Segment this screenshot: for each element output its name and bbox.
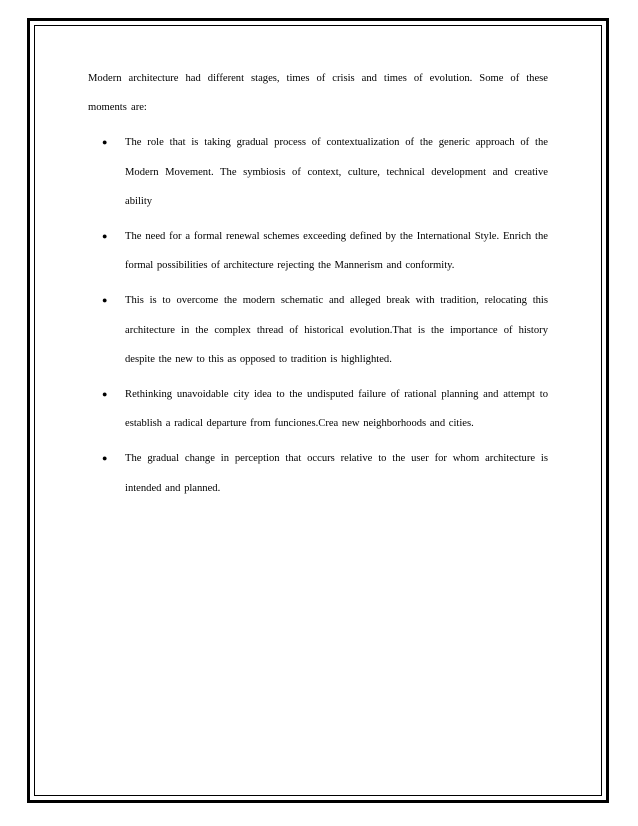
bullet-item [88, 444, 548, 502]
bullet-icon: ● [102, 137, 108, 148]
bullet-item [88, 222, 548, 280]
document-body [88, 64, 548, 509]
intro-paragraph: Modern architecture had different stages, times of crisis and times of evolution. Some of these moments are: [88, 73, 548, 114]
bullet-text: This is to overcome the modern schematic and alleged break with tradition, relocating this architecture in the complex thread of historical evolution.That is the importance of history despite the new to this as opposed to tradition is highlighted. [125, 295, 548, 365]
bullet-list [88, 128, 548, 502]
bullet-text: The need for a formal renewal schemes exceeding defined by the International Style. Enrich the formal possibilities of architecture rejecting the Mannerism and conformity. [125, 231, 548, 272]
bullet-icon: ● [102, 389, 108, 400]
bullet-item [88, 380, 548, 438]
bullet-item [88, 286, 548, 374]
bullet-icon: ● [102, 453, 108, 464]
bullet-text: The gradual change in perception that occurs relative to the user for whom architecture is intended and planned. [125, 453, 548, 494]
bullet-text: The role that is taking gradual process of contextualization of the generic approach of the Modern Movement. The symbiosis of context, culture, technical development and creative ability [125, 137, 548, 207]
bullet-icon: ● [102, 295, 108, 306]
bullet-icon: ● [102, 231, 108, 242]
bullet-text: Rethinking unavoidable city idea to the undisputed failure of rational planning and attempt to establish a radical departure from funciones.Crea new neighborhoods and cities. [125, 389, 548, 430]
bullet-item [88, 128, 548, 216]
